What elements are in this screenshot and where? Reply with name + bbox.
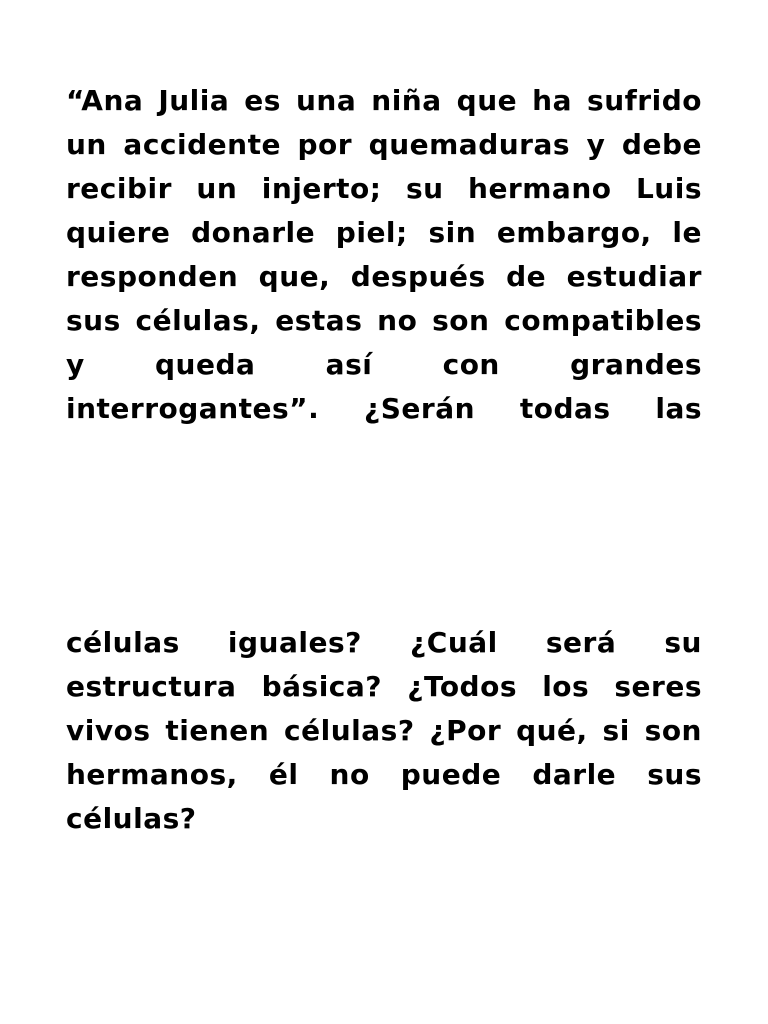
text-line: células? xyxy=(66,802,197,835)
text-line: sus células, estas no son compatibles xyxy=(66,304,702,337)
text-line: recibir un injerto; su hermano Luis xyxy=(66,172,702,205)
text-line: un accidente por quemaduras y debe xyxy=(66,128,702,161)
text-line: vivos tienen células? ¿Por qué, si son xyxy=(66,714,702,747)
text-line: células iguales? ¿Cuál será su xyxy=(66,626,702,659)
paragraph-2 xyxy=(66,621,702,841)
paragraph-1 xyxy=(66,79,702,431)
text-line: quiere donarle piel; sin embargo, le xyxy=(66,216,702,249)
text-line: y queda así con grandes xyxy=(66,348,702,381)
text-line: hermanos, él no puede darle sus xyxy=(66,758,702,791)
text-line: interrogantes”. ¿Serán todas las xyxy=(66,392,702,425)
text-line: “Ana Julia es una niña que ha sufrido xyxy=(66,84,702,117)
text-line: estructura básica? ¿Todos los seres xyxy=(66,670,702,703)
text-line: responden que, después de estudiar xyxy=(66,260,702,293)
